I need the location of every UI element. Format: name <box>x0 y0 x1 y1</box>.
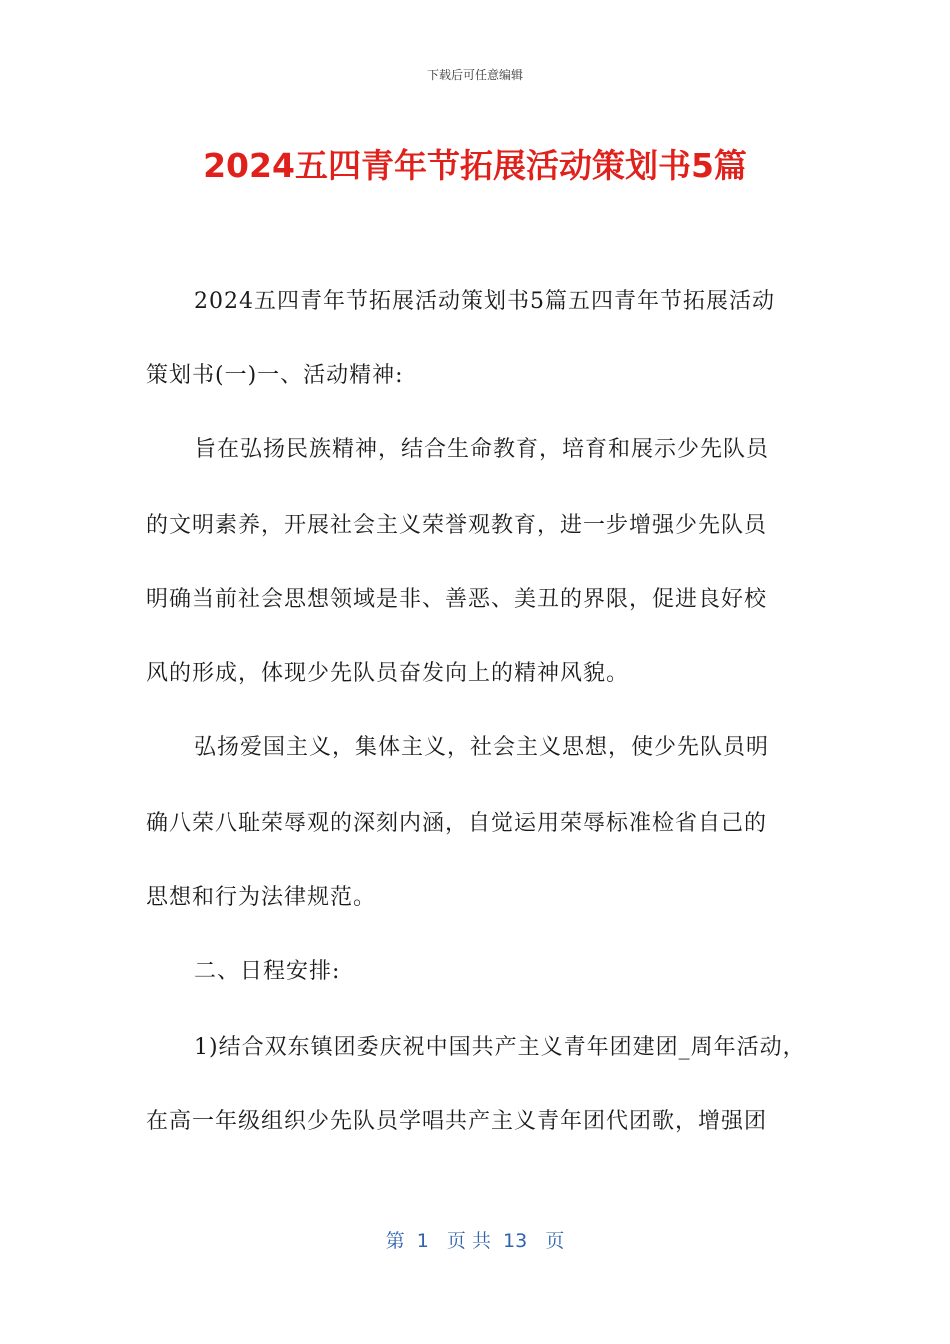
body-line: 策划书(一)一、活动精神: <box>146 363 404 388</box>
body-line: 明确当前社会思想领域是非、善恶、美丑的界限，促进良好校 <box>146 587 768 612</box>
body-line: 在高一年级组织少先队员学唱共产主义青年团代团歌，增强团 <box>146 1109 768 1134</box>
body-line: 的文明素养，开展社会主义荣誉观教育，进一步增强少先队员 <box>146 513 768 538</box>
header-note: 下载后可任意编辑 <box>426 68 523 82</box>
body-line: 旨在弘扬民族精神，结合生命教育，培育和展示少先队员 <box>194 437 770 462</box>
body-line: 1)结合双东镇团委庆祝中国共产主义青年团建团_周年活动， <box>194 1035 806 1060</box>
body-line: 确八荣八耻荣辱观的深刻内涵，自觉运用荣辱标准检省自己的 <box>146 811 768 836</box>
page-footer: 第 1 页 共 13 页 <box>385 1230 565 1252</box>
body-line: 2024五四青年节拓展活动策划书5篇五四青年节拓展活动 <box>194 289 775 314</box>
body-line: 风的形成，体现少先队员奋发向上的精神风貌。 <box>146 661 630 686</box>
document-title: 2024五四青年节拓展活动策划书5篇 <box>203 146 747 185</box>
section-heading: 二、日程安排: <box>194 959 341 984</box>
body-line: 思想和行为法律规范。 <box>146 885 377 910</box>
body-line: 弘扬爱国主义，集体主义，社会主义思想，使少先队员明 <box>194 735 770 760</box>
